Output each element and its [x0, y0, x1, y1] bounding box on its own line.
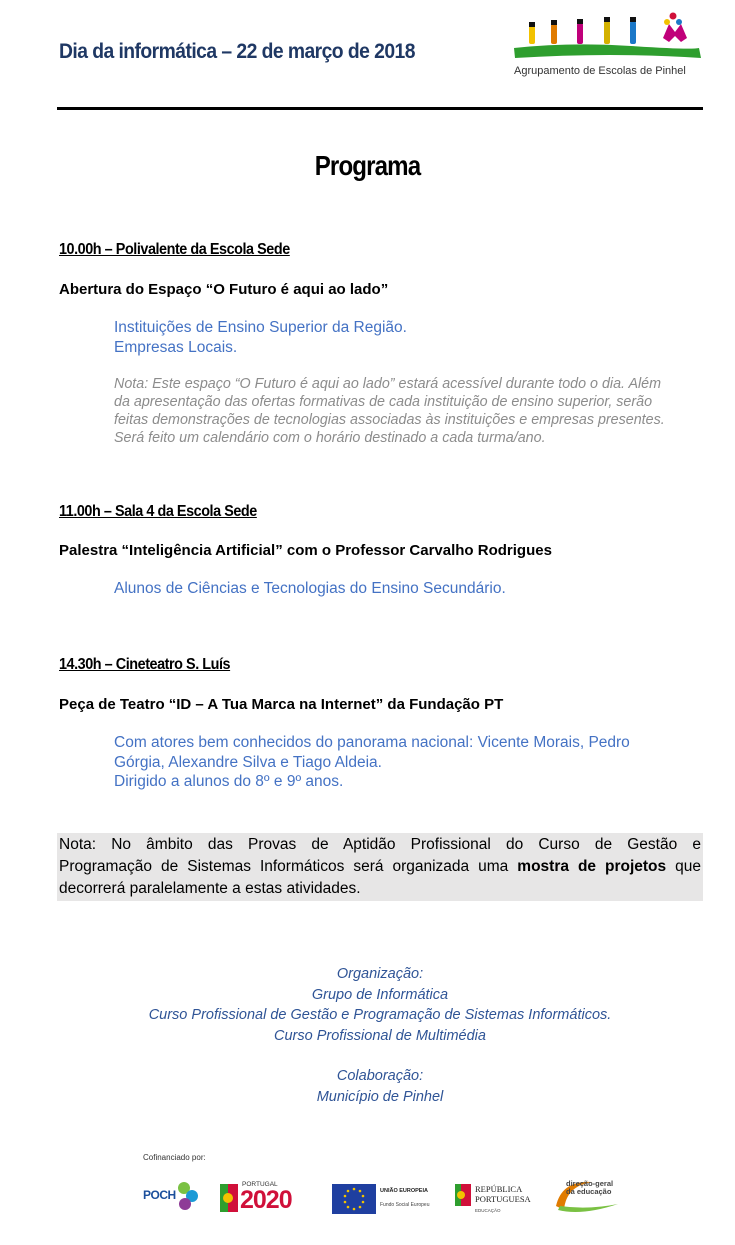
note-line: da apresentação das ofertas formativas de cada instituição de ensino superior, serão: [114, 394, 653, 410]
session-3-detail: Dirigido a alunos do 8º e 9º anos.: [114, 773, 344, 790]
poch-symbol-icon: [176, 1180, 200, 1212]
session-1-event: Abertura do Espaço “O Futuro é aqui ao lado”: [59, 281, 389, 298]
projects-note-line: decorrerá paralelamente a estas atividades.: [59, 880, 361, 897]
dge-text: [566, 1180, 613, 1196]
republica-subtitle: EDUCAÇÃO: [475, 1208, 501, 1213]
collaboration-block: [0, 1066, 735, 1107]
republica-line: PORTUGUESA: [475, 1194, 531, 1204]
organization-label: Organização:: [336, 966, 424, 982]
portugal2020-logo: [218, 1176, 316, 1216]
republica-text: [475, 1184, 531, 1204]
portugal-text: PORTUGAL: [242, 1181, 278, 1188]
projects-note-text: Programação de Sistemas Informáticos será organizada uma: [59, 858, 509, 875]
projects-note-line: Nota: No âmbito das Provas de Aptidão Profissional do Curso de Gestão e: [59, 836, 701, 853]
note-line: feitas demonstrações de tecnologias associadas às instituições e empresas presentes.: [114, 412, 665, 428]
organization-block: [0, 964, 735, 1046]
school-logo: [511, 12, 703, 82]
session-3-detail: Com atores bem conhecidos do panorama nacional: Vicente Morais, Pedro: [114, 734, 630, 751]
note-line: Será feito um calendário com o horário destinado a cada turma/ano.: [114, 430, 546, 446]
poch-logo: [143, 1176, 203, 1216]
eu-title: UNIÃO EUROPEIA: [380, 1188, 428, 1194]
header-divider: [57, 107, 703, 110]
session-2-time: 11.00h – Sala 4 da Escola Sede: [59, 503, 257, 520]
logo-caption: Agrupamento de Escolas de Pinhel: [514, 65, 686, 77]
eu-flag-icon: [332, 1184, 376, 1214]
session-3-time: 14.30h – Cineteatro S. Luís: [59, 656, 231, 673]
poch-text: POCH: [143, 1188, 176, 1202]
session-1-detail: Empresas Locais.: [114, 339, 238, 356]
year-2020-text: 2020: [240, 1186, 292, 1214]
session-1-note: [114, 375, 714, 447]
organization-line: Curso Profissional de Gestão e Programação de Sistemas Informáticos.: [148, 1007, 612, 1023]
session-2-detail: Alunos de Ciências e Tecnologias do Ensino Secundário.: [114, 580, 506, 597]
organization-line: Curso Profissional de Multimédia: [274, 1027, 486, 1044]
pencils-logo-icon: [511, 12, 703, 64]
dge-logo: [552, 1176, 622, 1216]
session-3-detail: Górgia, Alexandre Silva e Tiago Aldeia.: [114, 754, 382, 771]
republica-portuguesa-logo: [455, 1176, 540, 1216]
cofinancing-label: Cofinanciado por:: [143, 1153, 206, 1162]
projects-highlight: mostra de projetos: [517, 858, 667, 875]
session-1-time: 10.00h – Polivalente da Escola Sede: [59, 241, 290, 258]
dge-line: direção-geral: [566, 1179, 614, 1188]
eu-subtitle: Fundo Social Europeu: [380, 1202, 430, 1208]
document-title: Dia da informática – 22 de março de 2018: [59, 40, 415, 63]
eu-logo: [332, 1176, 432, 1216]
portugal-flag-icon: [218, 1182, 240, 1214]
dge-line: da educação: [566, 1187, 612, 1196]
collaboration-label: Colaboração:: [336, 1068, 424, 1084]
collaboration-line: Município de Pinhel: [316, 1088, 444, 1105]
program-heading: Programa: [314, 150, 421, 181]
note-line: Nota: Este espaço “O Futuro é aqui ao lado” estará acessível durante todo o dia. Além: [114, 376, 662, 392]
projects-note-line: [59, 856, 701, 878]
session-1-detail: Instituições de Ensino Superior da Região.: [114, 319, 407, 336]
session-2-event: Palestra “Inteligência Artificial” com o Professor Carvalho Rodrigues: [59, 542, 552, 559]
projects-note-box: [57, 833, 703, 901]
portugal-shield-icon: [455, 1184, 471, 1206]
projects-note-text: que: [675, 858, 702, 875]
session-3-event: Peça de Teatro “ID – A Tua Marca na Internet” da Fundação PT: [59, 696, 504, 713]
organization-line: Grupo de Informática: [311, 986, 449, 1003]
republica-line: REPÚBLICA: [475, 1184, 523, 1194]
